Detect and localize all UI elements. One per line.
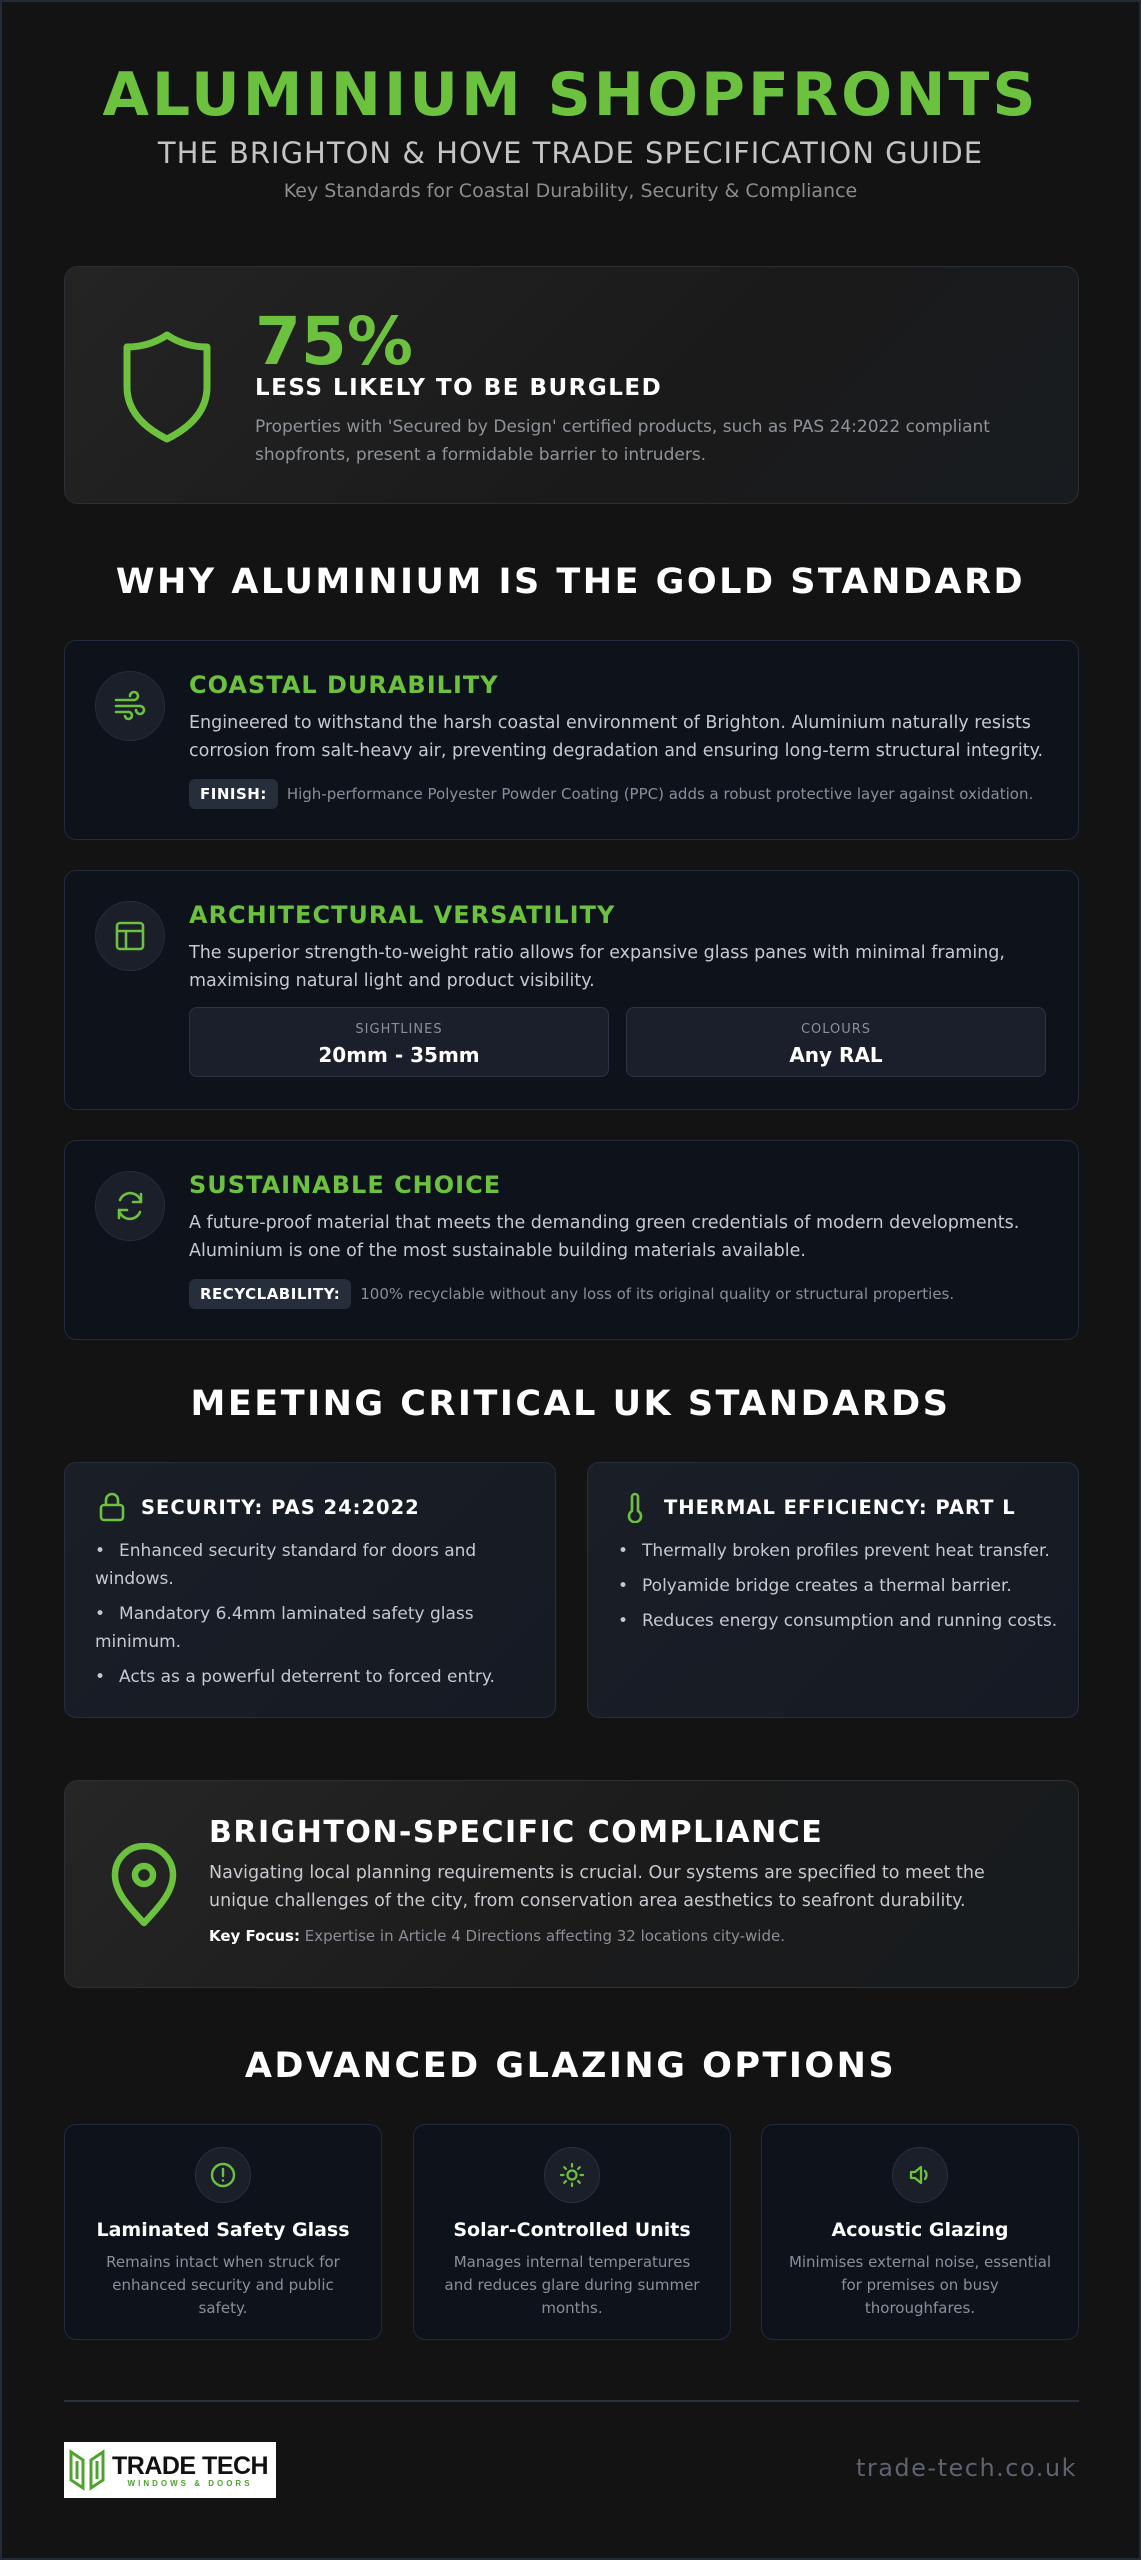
feature-icon-wrap bbox=[95, 1171, 165, 1241]
logo-mark-icon bbox=[68, 2446, 106, 2494]
logo-main: TRADE TECH bbox=[112, 2451, 269, 2480]
feature-icon-wrap bbox=[95, 901, 165, 971]
feature-tag: RECYCLABILITY: bbox=[189, 1279, 351, 1309]
website-link[interactable]: trade-tech.co.uk bbox=[855, 2454, 1077, 2482]
list-item: • Thermally broken profiles prevent heat transfer. bbox=[618, 1541, 1050, 1561]
feature-tag-text: High-performance Polyester Powder Coating (PPC) adds a robust protective layer against oxidation. bbox=[286, 785, 1034, 803]
logo-text bbox=[112, 2453, 268, 2488]
footer-divider bbox=[64, 2400, 1079, 2402]
refresh-icon bbox=[112, 1188, 148, 1224]
feature-title: ARCHITECTURAL VERSATILITY bbox=[189, 901, 616, 929]
brighton-description: Navigating local planning requirements is crucial. Our systems are specified to meet the unique challenges of the city, from conservation area aesthetics to seafront durability. bbox=[209, 1863, 985, 1911]
glazing-title: Solar-Controlled Units bbox=[453, 2219, 691, 2241]
map-pin-icon bbox=[107, 1843, 181, 1927]
spec-label: SIGHTLINES bbox=[355, 1022, 443, 1037]
feature-description: The superior strength-to-weight ratio allows for expansive glass panes with minimal framing, maximising natural light and product visibility. bbox=[189, 943, 1005, 991]
feature-title: SUSTAINABLE CHOICE bbox=[189, 1171, 502, 1199]
why-section-title: WHY ALUMINIUM IS THE GOLD STANDARD bbox=[115, 562, 1026, 602]
brighton-title: BRIGHTON-SPECIFIC COMPLIANCE bbox=[209, 1815, 824, 1850]
standard-title: SECURITY: PAS 24:2022 bbox=[141, 1495, 420, 1519]
page-title: ALUMINIUM SHOPFRONTS bbox=[102, 60, 1039, 130]
feature-card-coastal bbox=[64, 640, 1079, 840]
glazing-card-solar bbox=[413, 2124, 731, 2340]
glazing-section-title: ADVANCED GLAZING OPTIONS bbox=[244, 2046, 897, 2086]
brighton-focus bbox=[209, 1927, 785, 1945]
standard-list bbox=[95, 1537, 535, 1698]
list-item: • Reduces energy consumption and running costs. bbox=[618, 1611, 1058, 1631]
standard-title: THERMAL EFFICIENCY: PART L bbox=[664, 1495, 1016, 1519]
layout-icon bbox=[112, 918, 148, 954]
standard-header bbox=[97, 1491, 420, 1523]
page-tagline: Key Standards for Coastal Durability, Security & Compliance bbox=[283, 180, 858, 202]
shield-icon bbox=[117, 329, 217, 445]
feature-tag-row bbox=[189, 1279, 954, 1309]
list-item: • Enhanced security standard for doors and windows. bbox=[95, 1541, 477, 1589]
feature-title: COASTAL DURABILITY bbox=[189, 671, 499, 699]
page-subtitle: THE BRIGHTON & HOVE TRADE SPECIFICATION GUIDE bbox=[157, 136, 984, 170]
glazing-card-laminated bbox=[64, 2124, 382, 2340]
glazing-title: Acoustic Glazing bbox=[831, 2219, 1009, 2241]
glazing-icon-wrap bbox=[195, 2147, 251, 2203]
glazing-card-acoustic bbox=[761, 2124, 1079, 2340]
glazing-description: Remains intact when struck for enhanced security and public safety. bbox=[106, 2253, 340, 2317]
standard-list bbox=[618, 1537, 1058, 1642]
glazing-icon-wrap bbox=[892, 2147, 948, 2203]
thermometer-icon bbox=[620, 1491, 650, 1523]
glazing-title: Laminated Safety Glass bbox=[96, 2219, 350, 2241]
standard-card-security bbox=[64, 1462, 556, 1718]
standard-header bbox=[620, 1491, 1016, 1523]
spec-colours bbox=[626, 1007, 1046, 1077]
logo-sub: WINDOWS & DOORS bbox=[127, 2478, 253, 2488]
focus-text: Expertise in Article 4 Directions affecting 32 locations city-wide. bbox=[304, 1927, 785, 1945]
feature-tag-row bbox=[189, 779, 1033, 809]
feature-card-architectural bbox=[64, 870, 1079, 1110]
focus-label: Key Focus: bbox=[209, 1927, 300, 1945]
feature-tag-text: 100% recyclable without any loss of its original quality or structural properties. bbox=[360, 1285, 955, 1303]
stat-label: LESS LIKELY TO BE BURGLED bbox=[255, 375, 663, 401]
spec-label: COLOURS bbox=[800, 1022, 872, 1037]
feature-icon-wrap bbox=[95, 671, 165, 741]
standards-section-title: MEETING CRITICAL UK STANDARDS bbox=[190, 1384, 951, 1424]
brighton-compliance-card bbox=[64, 1780, 1079, 1988]
feature-description: Engineered to withstand the harsh coastal environment of Brighton. Aluminium naturally resists corrosion from salt-heavy air, preventing degradation and ensuring long-term structural integrity. bbox=[189, 713, 1044, 761]
glazing-description: Manages internal temperatures and reduces glare during summer months. bbox=[444, 2253, 700, 2317]
sun-icon bbox=[558, 2161, 586, 2189]
list-item: • Polyamide bridge creates a thermal barrier. bbox=[618, 1576, 1012, 1596]
list-item: • Mandatory 6.4mm laminated safety glass minimum. bbox=[95, 1604, 474, 1652]
spec-value: 20mm - 35mm bbox=[318, 1043, 480, 1067]
feature-description: A future-proof material that meets the demanding green credentials of modern developments. Aluminium is one of the most sustainable building materials available. bbox=[189, 1213, 1020, 1261]
glazing-description: Minimises external noise, essential for premises on busy thoroughfares. bbox=[788, 2253, 1052, 2317]
spec-value: Any RAL bbox=[789, 1043, 883, 1067]
spec-sightlines bbox=[189, 1007, 609, 1077]
stat-value: 75% bbox=[255, 303, 413, 380]
stat-description: Properties with 'Secured by Design' certified products, such as PAS 24:2022 compliant shopfronts, present a formidable barrier to intruders. bbox=[255, 417, 990, 465]
stat-card bbox=[64, 266, 1079, 504]
speaker-icon bbox=[906, 2161, 934, 2189]
alert-circle-icon bbox=[209, 2161, 237, 2189]
brand-logo[interactable] bbox=[64, 2442, 276, 2498]
feature-tag: FINISH: bbox=[189, 779, 278, 809]
standard-card-thermal bbox=[587, 1462, 1079, 1718]
glazing-icon-wrap bbox=[544, 2147, 600, 2203]
list-item: • Acts as a powerful deterrent to forced entry. bbox=[95, 1667, 495, 1687]
wind-icon bbox=[112, 688, 148, 724]
lock-icon bbox=[97, 1491, 127, 1523]
feature-card-sustainable bbox=[64, 1140, 1079, 1340]
